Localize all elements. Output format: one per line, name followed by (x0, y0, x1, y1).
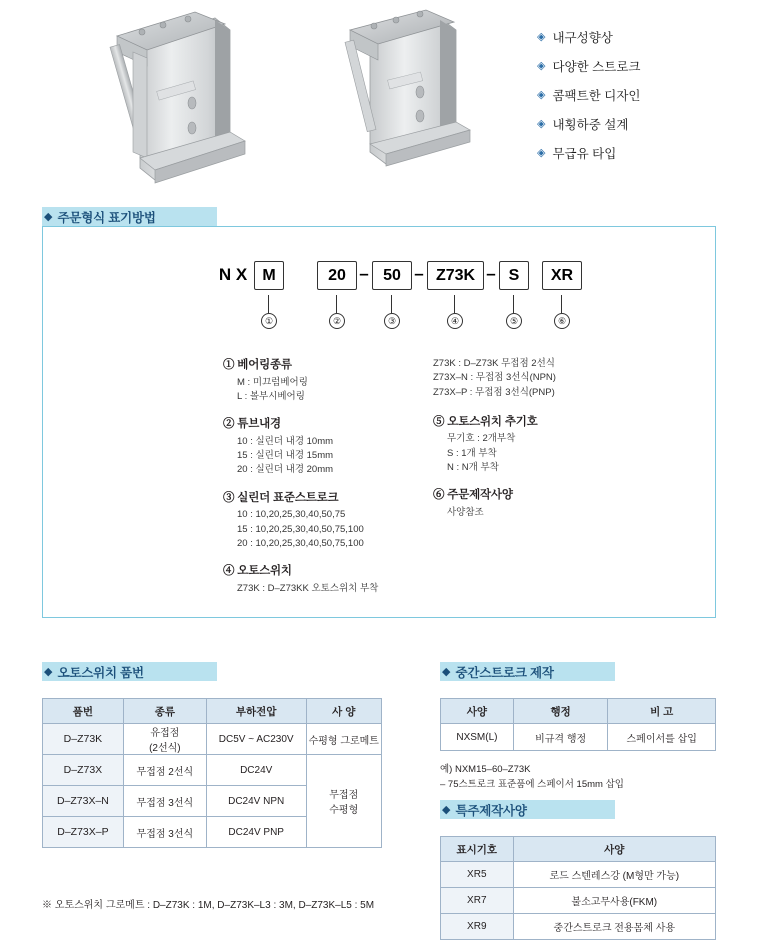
product-photo-right (330, 6, 530, 186)
cell-spec-merged (306, 755, 381, 848)
legend-line: 10 : 10,20,25,30,40,50,75 (237, 509, 346, 521)
diamond-bullet-icon: ◈ (537, 117, 546, 130)
legend-title: ④ 오토스위치 (223, 565, 292, 578)
cell-type: 무접점 2선식 (123, 755, 206, 786)
callout-number-4: ④ (447, 313, 463, 329)
cell-type: 무접점 3선식 (123, 786, 206, 817)
code-custom-spec[interactable]: XR (542, 261, 582, 290)
legend-line: S : 1개 부착 (447, 447, 497, 459)
feature-list (537, 28, 747, 173)
code-auto-switch[interactable]: Z73K (427, 261, 484, 290)
diamond-icon: ◆ (442, 666, 451, 678)
diamond-icon: ◆ (44, 211, 53, 223)
callout-number-3: ③ (384, 313, 400, 329)
legend-line: N : N개 부착 (447, 461, 499, 473)
legend-group-bearing (223, 357, 463, 404)
code-dash-3: – (486, 264, 496, 283)
auto-switch-table (42, 698, 382, 848)
feature-item (537, 86, 747, 104)
mid-stroke-note-line: – 75스트로크 표준품에 스페이서 15mm 삽입 (440, 779, 624, 791)
feature-label: 내구성향상 (552, 31, 613, 45)
code-switch-qty[interactable]: S (499, 261, 529, 290)
cell-symbol: XR7 (441, 888, 514, 914)
cell-type-line1: 유접점 (150, 728, 180, 739)
cell-spec: 수평형 그로메트 (306, 724, 381, 755)
table-row (43, 755, 382, 786)
column-header-voltage: 부하전압 (206, 699, 306, 724)
callout-number-1: ① (261, 313, 277, 329)
table-header-row (441, 837, 716, 862)
legend-line: 사양참조 (447, 506, 484, 518)
column-header-type: 종류 (123, 699, 206, 724)
column-header-spec: 사양 (513, 837, 715, 862)
cell-symbol: XR9 (441, 914, 514, 940)
order-section-heading (42, 207, 217, 226)
cell-spec: NXSM(L) (441, 724, 514, 751)
leader-line-1 (268, 295, 269, 313)
legend-group-tube (223, 416, 463, 477)
cell-type-line2: (2선식) (149, 743, 181, 754)
switch-section-title: 오토스위치 품번 (57, 665, 144, 680)
special-section-title: 특주제작사양 (455, 803, 527, 818)
legend-line: 15 : 10,20,25,30,40,50,75,100 (237, 523, 364, 535)
column-header-spec: 사 양 (306, 699, 381, 724)
legend-line: Z73X–P : 무접점 3선식(PNP) (433, 386, 555, 398)
mid-stroke-note-line: 예) NXM15–60–Z73K (440, 764, 531, 775)
mid-stroke-note (440, 762, 624, 792)
legend-group-switch-types (433, 357, 693, 400)
cell-voltage: DC24V NPN (206, 786, 306, 817)
cell-voltage: DC24V (206, 755, 306, 786)
table-row (43, 724, 382, 755)
table-row (441, 724, 716, 751)
column-header-stroke: 행정 (513, 699, 608, 724)
cell-voltage: DC24V PNP (206, 817, 306, 848)
mid-stroke-section-heading (440, 662, 615, 681)
legend-group-stroke (223, 490, 463, 551)
code-bearing[interactable]: M (254, 261, 284, 290)
cell-spec: 불소고무사용(FKM) (513, 888, 715, 914)
cell-spec: 중간스트로크 전용몸체 사용 (513, 914, 715, 940)
legend-line: L : 볼부시베어링 (237, 390, 305, 402)
legend-line: Z73X–N : 무접점 3선식(NPN) (433, 372, 556, 384)
cell-type (123, 724, 206, 755)
auto-switch-note: ※ 오토스위치 그로메트 : D–Z73K : 1M, D–Z73K–L3 : 3M, D–Z73K–L5 : 5M (42, 900, 375, 911)
legend-title: ① 베어링종류 (223, 359, 292, 371)
special-spec-table (440, 836, 716, 940)
callout-number-2: ② (329, 313, 345, 329)
column-header-remark: 비 고 (608, 699, 716, 724)
mid-stroke-section-title: 중간스트로크 제작 (455, 665, 554, 680)
table-header-row (43, 699, 382, 724)
cell-symbol: XR5 (441, 862, 514, 888)
leader-line-6 (561, 295, 562, 313)
cell-code: D–Z73X–N (43, 786, 124, 817)
diamond-icon: ◆ (44, 666, 53, 678)
diamond-icon: ◆ (442, 804, 451, 816)
mid-stroke-table (440, 698, 716, 751)
cell-type: 무접점 3선식 (123, 817, 206, 848)
diamond-bullet-icon: ◈ (537, 59, 546, 72)
cell-code: D–Z73X–P (43, 817, 124, 848)
table-row (441, 888, 716, 914)
product-photo-left (95, 8, 315, 188)
code-dash-2: – (414, 264, 424, 283)
legend-title: ⑥ 주문제작사양 (433, 489, 513, 502)
legend-group-switch (223, 563, 463, 596)
table-row (441, 862, 716, 888)
legend-group-switch-qty (433, 414, 693, 475)
legend-line: M : 미끄럼베어링 (237, 376, 308, 388)
leader-line-3 (391, 295, 392, 313)
feature-item (537, 28, 747, 46)
legend-title: ⑤ 오토스위치 추기호 (433, 415, 538, 428)
callout-number-5: ⑤ (506, 313, 522, 329)
cell-spec-line1: 무접점 (329, 790, 359, 801)
legend-line: 20 : 실린더 내경 20mm (237, 464, 334, 476)
diamond-bullet-icon: ◈ (537, 88, 546, 101)
special-section-heading (440, 800, 615, 819)
legend-line: 20 : 10,20,25,30,40,50,75,100 (237, 537, 364, 549)
diamond-bullet-icon: ◈ (537, 30, 546, 43)
cell-voltage: DC5V ~ AC230V (206, 724, 306, 755)
feature-label: 내횡하중 설계 (552, 118, 629, 132)
legend-group-custom (433, 487, 693, 520)
code-tube-bore[interactable]: 20 (317, 261, 357, 290)
legend-line: Z73K : D–Z73KK 오토스위치 부착 (237, 582, 379, 594)
legend-line: 무기호 : 2개부착 (447, 433, 516, 445)
feature-item (537, 115, 747, 133)
table-header-row (441, 699, 716, 724)
table-row (441, 914, 716, 940)
order-code-row (43, 261, 717, 295)
feature-item (537, 144, 747, 162)
legend-title: ③ 실린더 표준스트로크 (223, 491, 339, 504)
cell-code: D–Z73K (43, 724, 124, 755)
feature-item (537, 57, 747, 75)
code-prefix: N X (218, 265, 248, 284)
switch-section-heading (42, 662, 217, 681)
leader-line-2 (336, 295, 337, 313)
cell-code: D–Z73X (43, 755, 124, 786)
feature-label: 콤팩트한 디자인 (552, 89, 641, 103)
order-section-title: 주문형식 표기방법 (57, 210, 156, 225)
column-header-code: 품번 (43, 699, 124, 724)
callout-number-6: ⑥ (554, 313, 570, 329)
feature-label: 다양한 스트로크 (552, 60, 641, 74)
legend-title: ② 튜브내경 (223, 418, 281, 431)
order-code-panel (42, 226, 716, 618)
legend-line: 10 : 실린더 내경 10mm (237, 435, 334, 447)
leader-line-4 (454, 295, 455, 313)
cell-stroke: 비규격 행정 (513, 724, 608, 751)
order-legend-left (223, 357, 463, 608)
cell-spec-line2: 수평형 (329, 805, 359, 816)
code-stroke[interactable]: 50 (372, 261, 412, 290)
column-header-spec: 사양 (441, 699, 514, 724)
legend-line: 15 : 실린더 내경 15mm (237, 450, 334, 462)
diamond-bullet-icon: ◈ (537, 146, 546, 159)
code-dash-1: – (359, 264, 369, 283)
legend-line: Z73K : D–Z73K 무접점 2선식 (433, 358, 555, 369)
order-legend-right (433, 357, 693, 532)
column-header-symbol: 표시기호 (441, 837, 514, 862)
cell-spec: 로드 스텐레스강 (M형만 가능) (513, 862, 715, 888)
cell-remark: 스페이서를 삽입 (608, 724, 716, 751)
feature-label: 무급유 타입 (552, 147, 617, 161)
leader-line-5 (513, 295, 514, 313)
